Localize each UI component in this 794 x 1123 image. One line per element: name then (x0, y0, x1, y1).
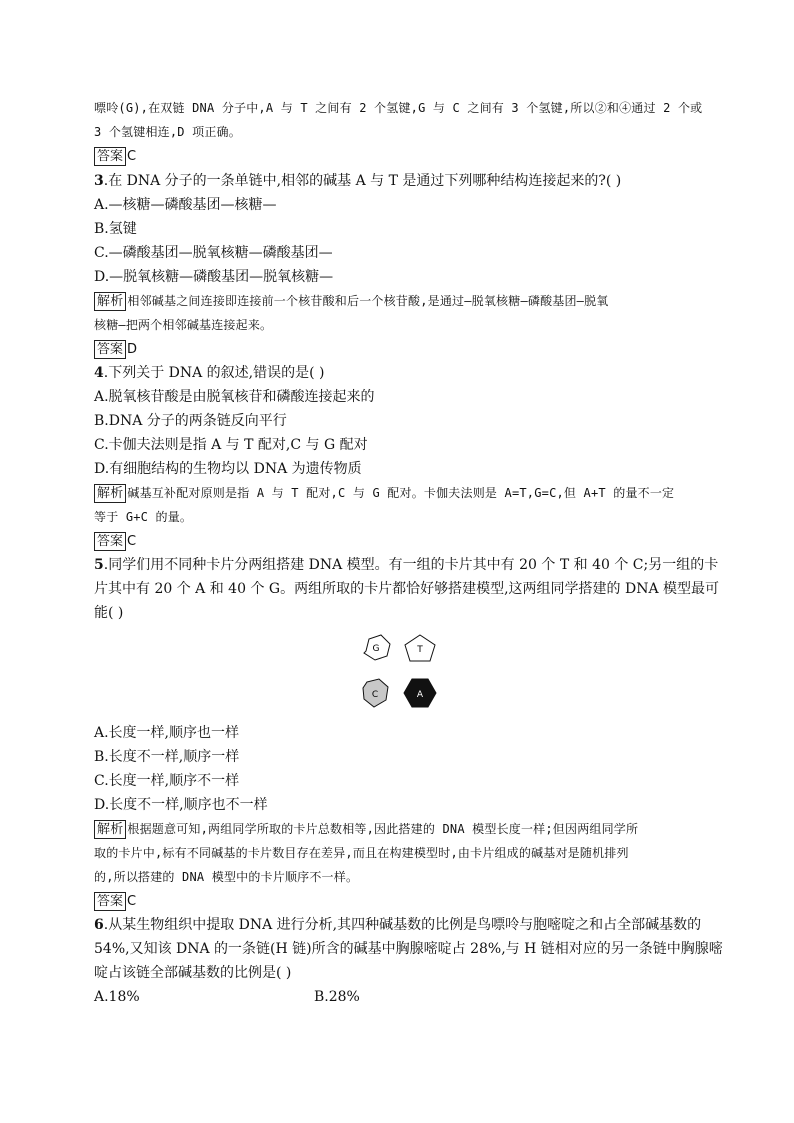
q4-stem (94, 361, 699, 385)
q4-option-c: C.卡伽夫法则是指 A 与 T 配对,C 与 G 配对 (94, 437, 368, 453)
q5-option-d: D.长度不一样,顺序也不一样 (94, 797, 268, 813)
q3-option-c: C.—磷酸基团—脱氧核糖—磷酸基团— (94, 245, 333, 261)
a-card-label: A (416, 690, 424, 700)
answer-label: 答案 (94, 147, 126, 166)
q6-stem-line-1 (94, 913, 702, 937)
q3-answer: D (127, 342, 138, 357)
q4-option-d: D.有细胞结构的生物均以 DNA 为遗传物质 (94, 461, 362, 477)
q5-option-b: B.长度不一样,顺序一样 (94, 749, 240, 765)
c-card-label: C (371, 690, 379, 700)
q4-option-b: B.DNA 分子的两条链反向平行 (94, 413, 287, 429)
q2-answer-row (94, 144, 699, 169)
q3-analysis-line-2: 核糖—把两个相邻碱基连接起来。 (94, 318, 273, 332)
q4-option-a: A.脱氧核苷酸是由脱氧核苷和磷酸连接起来的 (94, 389, 375, 405)
analysis-label: 解析 (94, 820, 126, 839)
q3-stem (94, 169, 699, 193)
q3-analysis-line-1 (94, 289, 699, 313)
q6-option-b: B.28% (314, 989, 360, 1005)
q6-options-row (94, 985, 699, 1009)
prev-analysis-line-2: 3 个氢键相连,D 项正确。 (94, 125, 241, 139)
q4-analysis-text: 碱基互补配对原则是指 A 与 T 配对,C 与 G 配对。卡伽夫法则是 A=T,G=C,但 A+T 的量不一定 (127, 486, 675, 500)
analysis-label: 解析 (94, 484, 126, 503)
q6-stem-text: .从某生物组织中提取 DNA 进行分析,其四种碱基数的比例是鸟嘌呤与胞嘧啶之和占全部碱基数的 (103, 917, 702, 933)
q3-analysis-text: 相邻碱基之间连接即连接前一个核苷酸和后一个核苷酸,是通过—脱氧核糖—磷酸基团—脱氧 (127, 294, 609, 308)
prev-analysis-line-1: 嘌呤(G),在双链 DNA 分子中,A 与 T 之间有 2 个氢键,G 与 C 之间有 3 个氢键,所以②和④通过 2 个或 (94, 101, 703, 115)
q6-option-a: A.18% (94, 989, 140, 1005)
q6-stem-line-3: 啶占该链全部碱基数的比例是( ) (94, 965, 292, 981)
q6-number: 6 (94, 917, 104, 933)
q4-analysis-line-1 (94, 481, 699, 505)
q5-option-a: A.长度一样,顺序也一样 (94, 725, 240, 741)
q5-analysis-line-3: 的,所以搭建的 DNA 模型中的卡片顺序不一样。 (94, 870, 359, 884)
q3-answer-row (94, 337, 699, 362)
q4-answer-row (94, 529, 699, 554)
q5-option-c: C.长度一样,顺序不一样 (94, 773, 240, 789)
q5-stem-line-2: 片其中有 20 个 A 和 40 个 G。两组所取的卡片都恰好够搭建模型,这两组同学搭建的 DNA 模型最可 (94, 581, 720, 597)
q5-stem-line-3: 能( ) (94, 605, 124, 621)
q5-analysis-line-2: 取的卡片中,标有不同碱基的卡片数目存在差异,而且在构建模型时,由卡片组成的碱基对是随机排列 (94, 846, 629, 860)
q4-stem-text: .下列关于 DNA 的叙述,错误的是( ) (103, 365, 325, 381)
q5-stem-line-1 (94, 553, 719, 577)
q4-analysis-line-2: 等于 G+C 的量。 (94, 510, 193, 524)
q3-number: 3 (94, 173, 104, 189)
q5-number: 5 (94, 557, 104, 573)
q2-answer: C (127, 149, 137, 164)
q4-answer: C (127, 534, 137, 549)
q3-stem-text: .在 DNA 分子的一条单链中,相邻的碱基 A 与 T 是通过下列哪种结构连接起来的?( ) (103, 173, 622, 189)
q5-answer: C (127, 894, 137, 909)
answer-label: 答案 (94, 340, 126, 359)
q5-analysis-text: 根据题意可知,两组同学所取的卡片总数相等,因此搭建的 DNA 模型长度一样;但因两组同学所 (127, 822, 639, 836)
q5-stem-text: .同学们用不同种卡片分两组搭建 DNA 模型。有一组的卡片其中有 20 个 T 和 40 个 C;另一组的卡 (103, 557, 719, 573)
q3-option-a: A.—核糖—磷酸基团—核糖— (94, 197, 277, 213)
t-card-label: T (417, 645, 423, 655)
analysis-label: 解析 (94, 292, 126, 311)
base-card-figure (355, 634, 445, 714)
q3-option-b: B.氢键 (94, 221, 137, 237)
answer-label: 答案 (94, 532, 126, 551)
q6-stem-line-2: 54%,又知该 DNA 的一条链(H 链)所含的碱基中胸腺嘧啶占 28%,与 H 链相对应的另一条链中胸腺嘧 (94, 941, 723, 957)
q3-option-d: D.—脱氧核糖—磷酸基团—脱氧核糖— (94, 269, 334, 285)
q4-number: 4 (94, 365, 104, 381)
q5-answer-row (94, 889, 699, 914)
g-card-label: G (372, 644, 380, 654)
answer-label: 答案 (94, 892, 126, 911)
q5-analysis-line-1 (94, 817, 699, 841)
